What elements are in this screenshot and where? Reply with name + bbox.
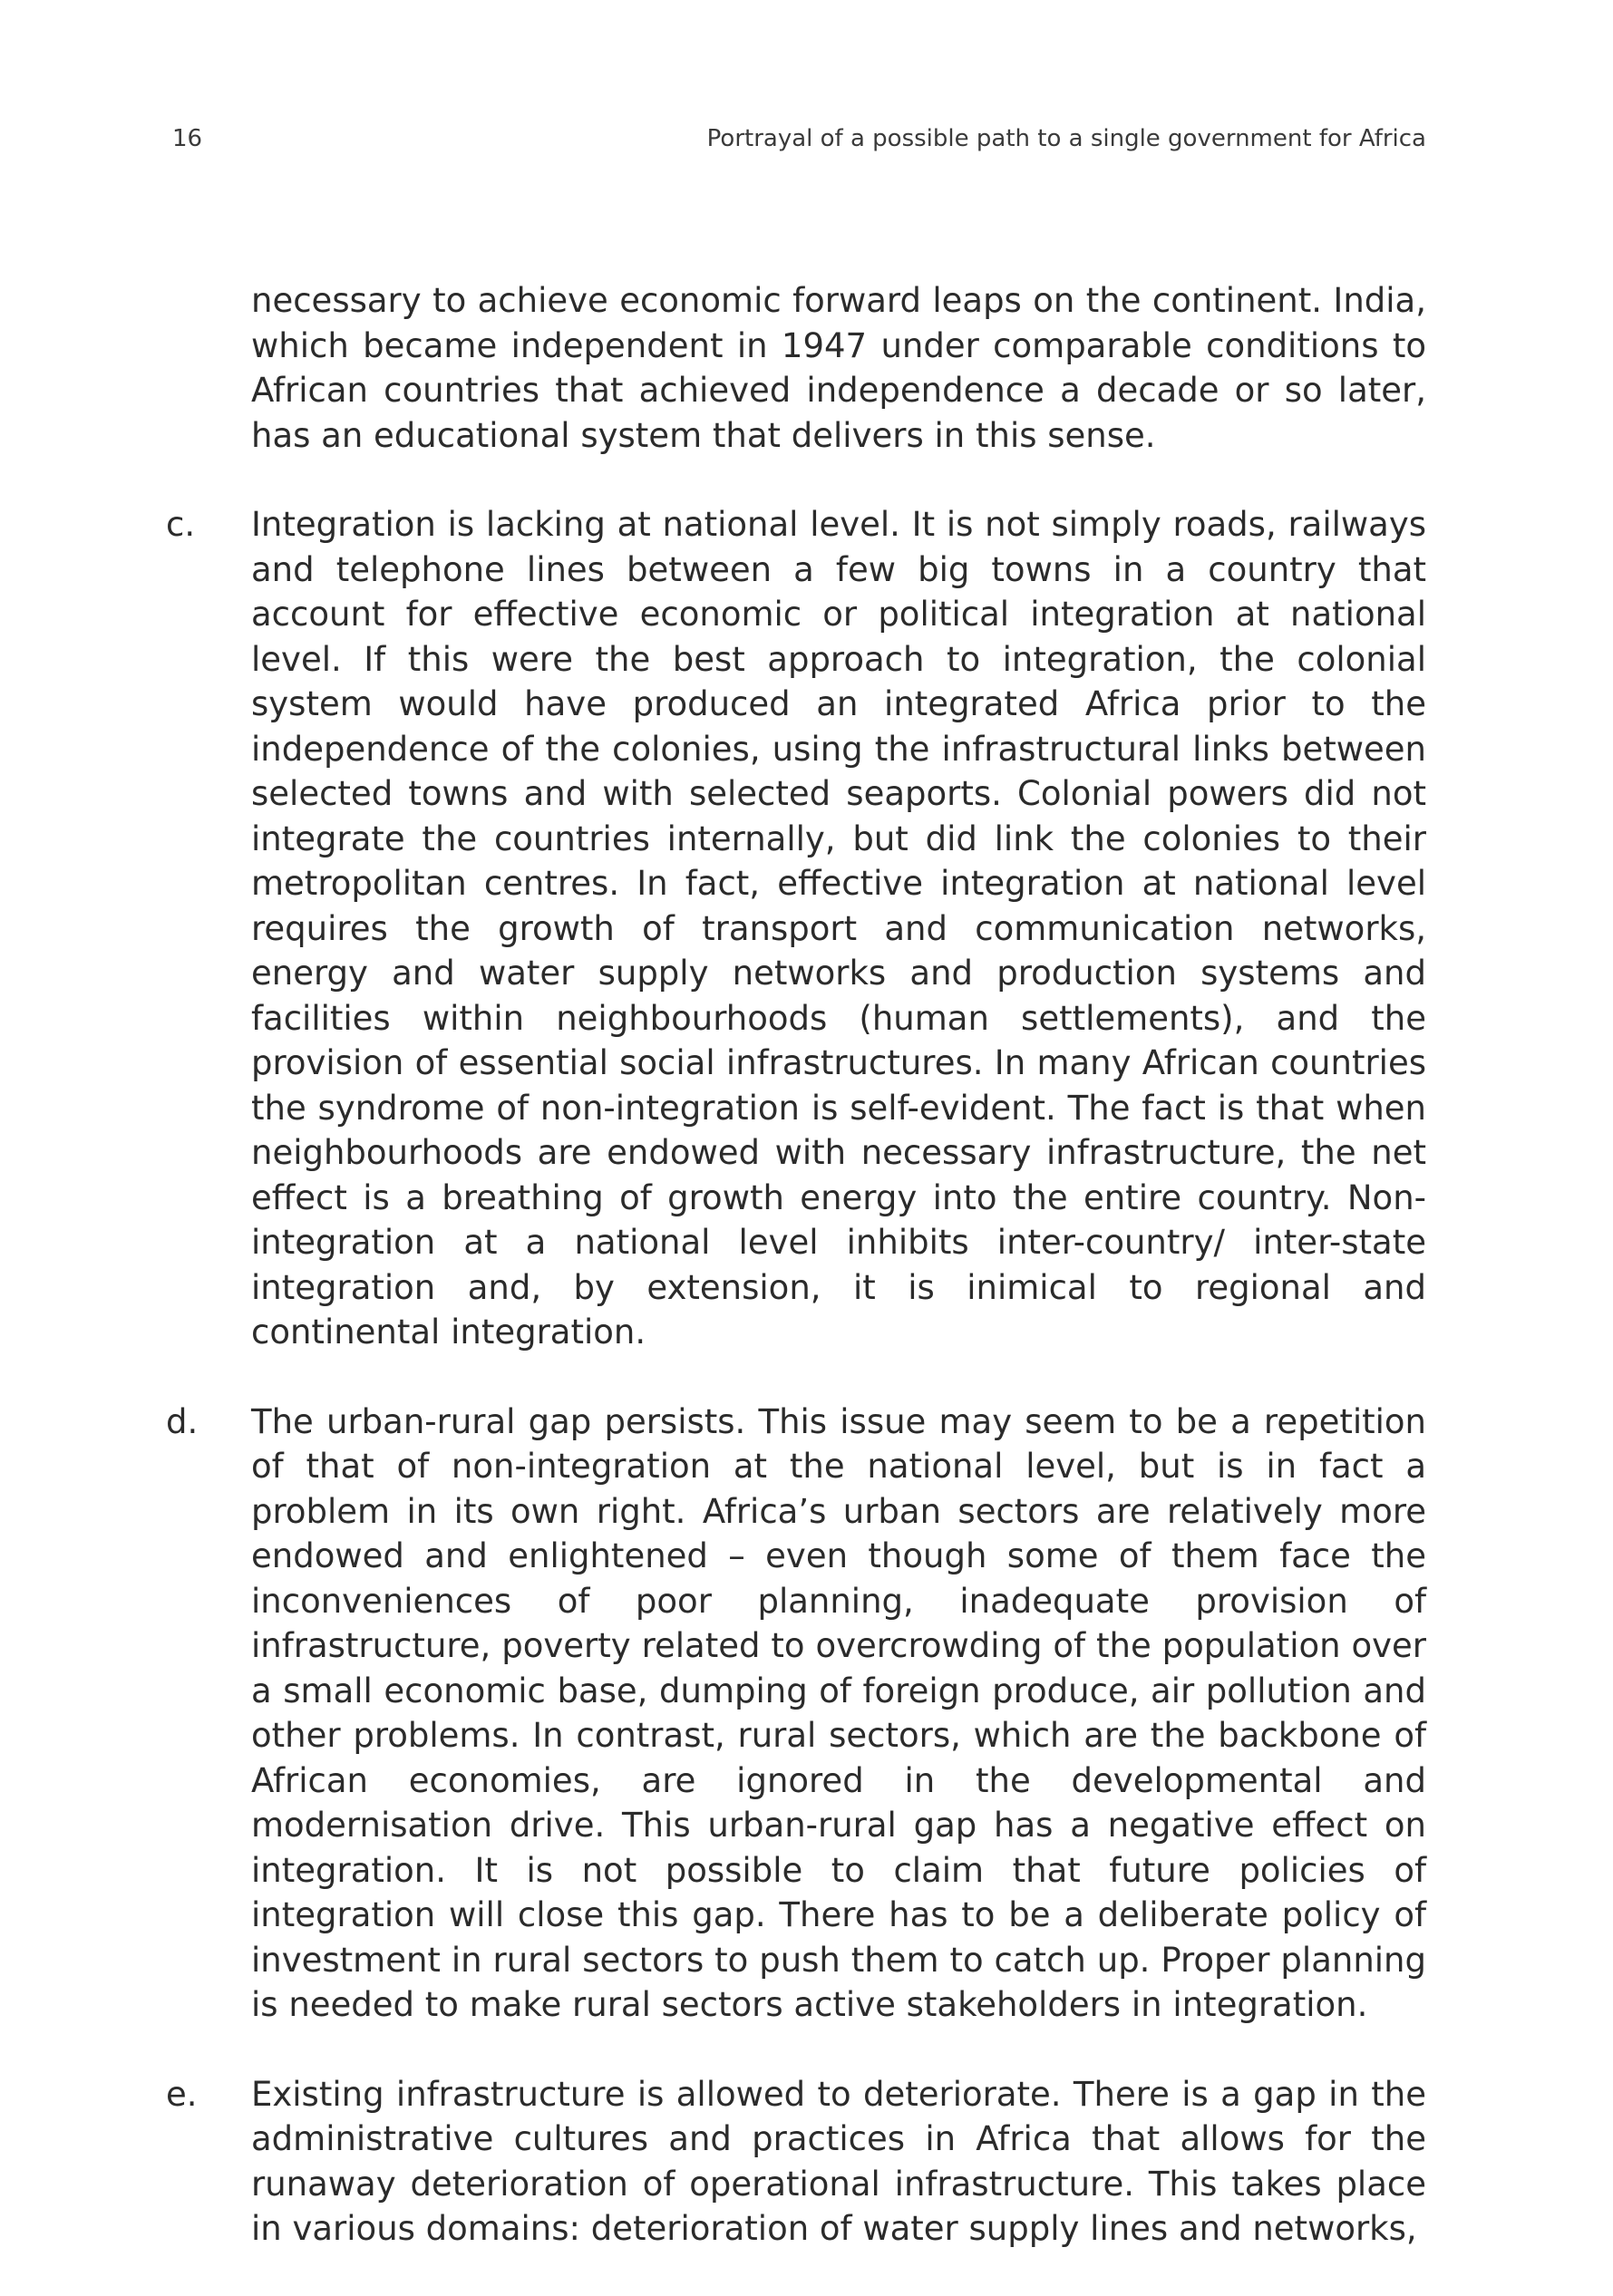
list-item-marker: d. (166, 1401, 199, 1441)
continuation-paragraph: necessary to achieve economic forward leaps on the continent. India, which became independent in 1947 under comparable conditions to African countries that achieved independence a decade or so later, has an educational system that delivers in this sense. (251, 281, 1426, 455)
list-item-e (166, 2072, 1426, 2252)
list-item-c (166, 502, 1426, 1355)
running-header (172, 121, 1426, 157)
list-item-marker: e. (166, 2074, 198, 2114)
list-item-d (166, 1400, 1426, 2028)
running-title: Portrayal of a possible path to a single government for Africa (706, 125, 1426, 152)
list-item-text: The urban-rural gap persists. This issue may seem to be a repetition of that of non-integration at the national level, but is in fact a problem in its own right. Africa’s urban sectors are relatively more endowed and enlightened – even though some of them face the inconveniences of poor planning, inadequate provision of infrastructure, poverty related to overcrowding of the population over a small economic base, dumping of foreign produce, air pollution and other problems. In contrast, rural sectors, which are the backbone of African economies, are ignored in the developmental and modernisation drive. This urban-rural gap has a negative effect on integration. It is not possible to claim that future policies of integration will close this gap. There has to be a deliberate policy of investment in rural sectors to push them to catch up. Proper planning is needed to make rural sectors active stakeholders in integration. (251, 1401, 1426, 2024)
list-item-text: Existing infrastructure is allowed to deteriorate. There is a gap in the administrative cultures and practices in Africa that allows for the runaway deterioration of operational infrastructure. This takes place in various domains: deterioration of water supply lines and networks, (251, 2074, 1426, 2248)
page-number: 16 (172, 125, 203, 152)
list-item-marker: c. (166, 505, 196, 544)
list-item-text: Integration is lacking at national level. It is not simply roads, railways and telephone lines between a few big towns in a country that account for effective economic or political integration at national level. If this were the best approach to integration, the colonial system would have produced an integrated Africa prior to the independence of the colonies, using the infrastructural links between selected towns and with selected seaports. Colonial powers did not integrate the countries internally, but did link the colonies to their metropolitan centres. In fact, effective integration at national level requires the growth of transport and communication networks, energy and water supply networks and production systems and facilities within neighbourhoods (human settlements), and the provision of essential social infrastructures. In many African countries the syndrome of non-integration is self-evident. The fact is that when neighbourhoods are endowed with necessary infrastructure, the net effect is a breathing of growth energy into the entire country. Non-integration at a national level inhibits inter-country/ inter-state integration and, by extension, it is inimical to regional and continental integration. (251, 505, 1426, 1351)
body-text (166, 245, 1426, 2296)
